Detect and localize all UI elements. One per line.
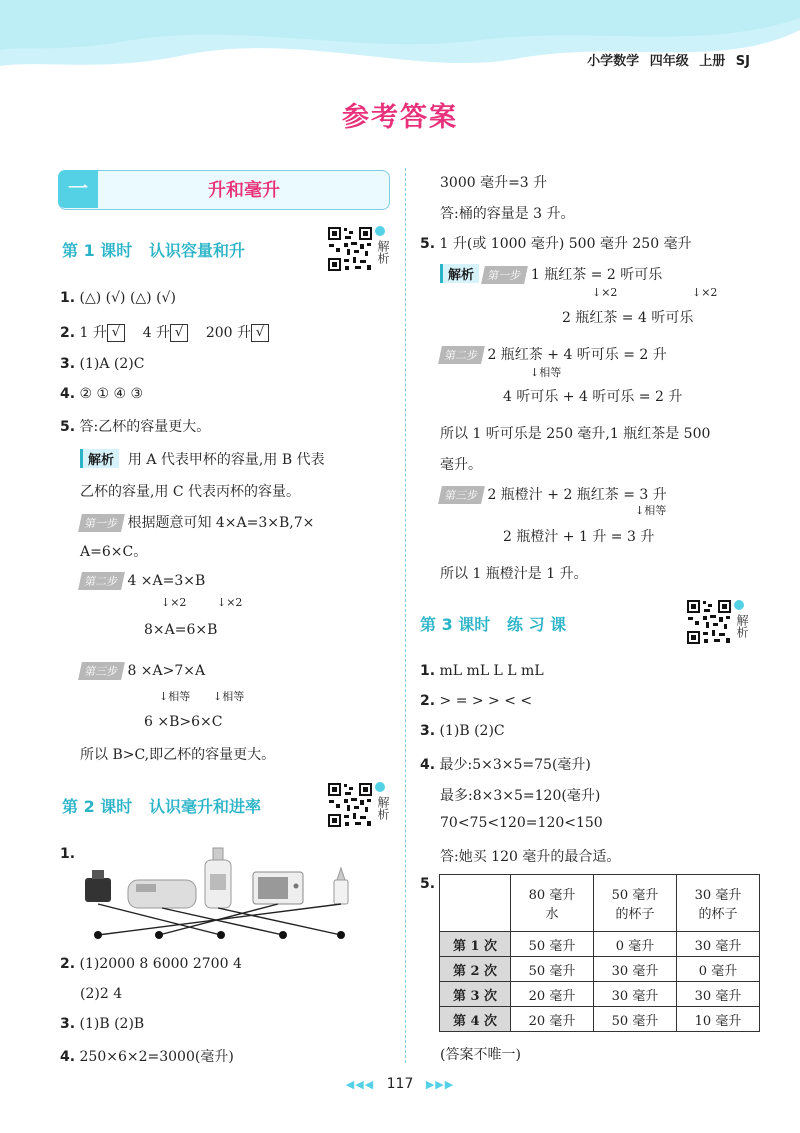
table-header: 50 毫升 的杯子	[594, 875, 677, 932]
dropper-bottle-icon	[334, 868, 348, 904]
l1-step1-line2: A=6×C。	[80, 544, 148, 560]
l2-q3: 3. (1)B (2)B	[60, 1016, 145, 1032]
unit-number: 一	[58, 170, 98, 208]
r-step3-result: 2 瓶橙汁 + 1 升 = 3 升	[503, 529, 655, 545]
prev-arrows-icon: ◀◀◀	[345, 1078, 375, 1091]
checkbox-checked: √	[107, 324, 125, 342]
l2-q4: 4. 250×6×2=3000(毫升)	[60, 1049, 234, 1065]
l1-step2-arrow-left: ↓×2	[161, 596, 187, 609]
table-row: 第 4 次 20 毫升 50 毫升 10 毫升	[440, 1007, 760, 1032]
header-subject: 小学数学	[587, 54, 640, 69]
lesson2-qr-code[interactable]	[327, 782, 373, 828]
l1-q1: 1. (△) (√) (△) (√)	[60, 290, 176, 306]
header-edition: SJ	[735, 54, 750, 69]
microwave-icon	[253, 872, 303, 904]
l1-step3-arrow-right: ↓相等	[213, 690, 245, 703]
lesson1-qr-label: 解析	[376, 240, 390, 264]
header-grade: 四年级	[649, 54, 689, 69]
header-volume: 上册	[699, 54, 726, 69]
l1-step3-arrow-left: ↓相等	[159, 690, 191, 703]
l3-q4-answer: 答:她买 120 毫升的最合适。	[440, 849, 621, 865]
l1-analysis-line2: 乙杯的容量,用 C 代表丙杯的容量。	[80, 484, 301, 500]
l1-analysis: 解析 用 A 代表甲杯的容量,用 B 代表	[80, 449, 325, 469]
table-row: 第 3 次 20 毫升 30 毫升 30 毫升	[440, 982, 760, 1007]
l2-q1-number: 1.	[60, 846, 76, 862]
lesson1-number: 第 1 课时	[62, 241, 133, 260]
page-number: 117	[386, 1076, 414, 1092]
l3-q4-line3: 70<75<120=120<150	[440, 815, 603, 831]
lesson1-heading	[62, 238, 245, 261]
r-line1: 3000 毫升=3 升	[440, 175, 548, 191]
l3-q5-number: 5.	[420, 876, 436, 892]
lesson3-heading: 第 3 课时 练 习 课	[420, 615, 567, 634]
l3-q3: 3. (1)B (2)C	[420, 723, 505, 739]
l1-step1: 第一步 根据题意可知 4×A=3×B,7×	[80, 512, 314, 532]
l3-q2: 2. > = > > < <	[420, 693, 533, 709]
next-arrows-icon: ▶▶▶	[425, 1078, 455, 1091]
shampoo-bottle-icon	[205, 848, 231, 908]
lesson3-qr-label: 解析	[735, 614, 749, 638]
l1-q5: 5. 答:乙杯的容量更大。	[60, 419, 211, 435]
page-footer	[0, 1076, 800, 1092]
page-title: 参考答案	[342, 102, 458, 133]
table-header: 80 毫升 水	[511, 875, 594, 932]
l1-q2: 2. 1 升 √ 4 升 √ 200 升 √	[60, 322, 269, 342]
r-step2-desc: 所以 1 听可乐是 250 毫升,1 瓶红茶是 500	[440, 426, 711, 442]
l1-step2-arrow-right: ↓×2	[217, 596, 243, 609]
r-step2-desc2: 毫升。	[440, 457, 482, 473]
l2-q1-matching-figure	[70, 840, 370, 950]
checkbox-checked: √	[251, 324, 269, 342]
l1-step3: 第三步 8 ×A>7×A	[80, 662, 205, 680]
r-step3-arrow: ↓相等	[635, 504, 667, 517]
table-row: 第 2 次 50 毫升 30 毫升 0 毫升	[440, 957, 760, 982]
unit-title: 升和毫升	[208, 180, 280, 201]
lesson1-qr-code[interactable]	[327, 226, 373, 272]
lesson1-title: 认识容量和升	[149, 241, 246, 260]
table-header: 30 毫升 的杯子	[677, 875, 760, 932]
play-icon	[375, 782, 385, 792]
ink-bottle-icon	[85, 870, 111, 902]
lesson2-heading: 第 2 课时 认识毫升和进率	[62, 797, 262, 816]
r-q5: 5. 1 升(或 1000 毫升) 500 毫升 250 毫升	[420, 236, 692, 252]
l3-q1: 1. mL mL L L mL	[420, 663, 544, 679]
pouring-table	[439, 874, 760, 1032]
table-corner	[440, 875, 511, 932]
r-step2: 第二步 2 瓶红茶 + 4 听可乐 = 2 升	[440, 344, 667, 364]
l1-q3: 3. (1)A (2)C	[60, 356, 145, 372]
l2-q2-line2: (2)2 4	[80, 986, 123, 1002]
l1-step2-result: 8×A=6×B	[144, 622, 218, 638]
l3-q4: 4. 最少:5×3×5=75(毫升)	[420, 757, 591, 773]
r-step1-arrow-left: ↓×2	[592, 286, 618, 299]
r-step2-result: 4 听可乐 + 4 听可乐 = 2 升	[503, 389, 683, 405]
l3-note: (答案不唯一)	[440, 1047, 521, 1063]
l1-step2: 第二步 4 ×A=3×B	[80, 572, 205, 590]
l1-step3-result: 6 ×B>6×C	[144, 714, 223, 730]
r-step3-desc: 所以 1 瓶橙汁是 1 升。	[440, 566, 588, 582]
checkbox-checked: √	[170, 324, 188, 342]
column-divider	[405, 168, 406, 1063]
book-header	[587, 50, 750, 69]
l1-conclusion: 所以 B>C,即乙杯的容量更大。	[80, 747, 276, 763]
play-icon	[375, 226, 385, 236]
r-step1-arrow-right: ↓×2	[692, 286, 718, 299]
table-row: 第 1 次 50 毫升 0 毫升 30 毫升	[440, 932, 760, 957]
lesson3-qr-code[interactable]	[686, 599, 732, 645]
water-heater-icon	[128, 880, 196, 908]
l2-q2: 2. (1)2000 8 6000 2700 4	[60, 956, 242, 972]
play-icon	[734, 600, 744, 610]
r-step1: 解析 第一步 1 瓶红茶 = 2 听可乐	[440, 264, 662, 284]
r-line2: 答:桶的容量是 3 升。	[440, 206, 575, 222]
l1-q4: 4. ② ① ④ ③	[60, 386, 144, 402]
l3-q4-line2: 最多:8×3×5=120(毫升)	[440, 788, 601, 804]
lesson2-qr-label: 解析	[376, 796, 390, 820]
r-step2-arrow: ↓相等	[530, 366, 562, 379]
r-step1-result: 2 瓶红茶 = 4 听可乐	[562, 310, 694, 326]
r-step3: 第三步 2 瓶橙汁 + 2 瓶红茶 = 3 升	[440, 484, 667, 504]
